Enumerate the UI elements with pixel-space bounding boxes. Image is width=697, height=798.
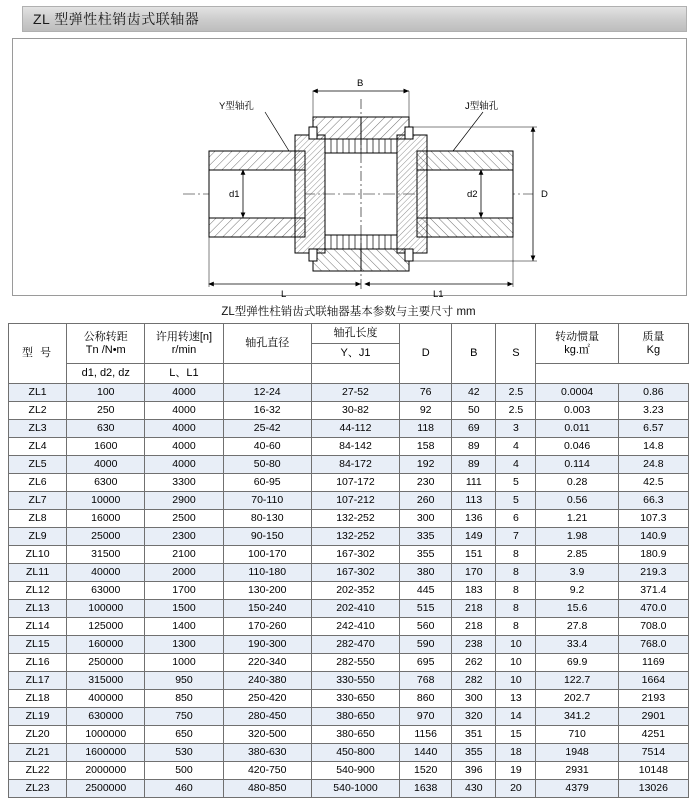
cell-inertia: 9.2 bbox=[536, 582, 618, 600]
th-inertia bbox=[536, 324, 618, 364]
cell-inertia: 0.011 bbox=[536, 420, 618, 438]
cell-torque: 10000 bbox=[67, 492, 145, 510]
cell-D: 590 bbox=[400, 636, 452, 654]
cell-B: 351 bbox=[452, 726, 496, 744]
th-S: S bbox=[496, 324, 536, 384]
cell-bore: 100-170 bbox=[223, 546, 311, 564]
cell-model: ZL19 bbox=[9, 708, 67, 726]
cell-B: 113 bbox=[452, 492, 496, 510]
cell-bore: 280-450 bbox=[223, 708, 311, 726]
cell-len: 330-550 bbox=[311, 672, 399, 690]
table-row bbox=[9, 384, 689, 402]
cell-speed: 850 bbox=[145, 690, 223, 708]
table-row bbox=[9, 780, 689, 798]
cell-D: 1520 bbox=[400, 762, 452, 780]
table-row bbox=[9, 528, 689, 546]
cell-S: 4 bbox=[496, 456, 536, 474]
table-row bbox=[9, 672, 689, 690]
cell-torque: 400000 bbox=[67, 690, 145, 708]
cell-speed: 4000 bbox=[145, 402, 223, 420]
cell-inertia: 202.7 bbox=[536, 690, 618, 708]
cell-bore: 130-200 bbox=[223, 582, 311, 600]
cell-len: 380-650 bbox=[311, 726, 399, 744]
cell-B: 355 bbox=[452, 744, 496, 762]
cell-torque: 315000 bbox=[67, 672, 145, 690]
cell-bore: 380-630 bbox=[223, 744, 311, 762]
cell-mass: 24.8 bbox=[618, 456, 688, 474]
table-row bbox=[9, 582, 689, 600]
label-d1: d1 bbox=[229, 189, 240, 200]
cell-inertia: 69.9 bbox=[536, 654, 618, 672]
th-bore-length: 轴孔长度 bbox=[311, 324, 399, 344]
cell-S: 5 bbox=[496, 492, 536, 510]
cell-inertia: 1.98 bbox=[536, 528, 618, 546]
cell-mass: 1169 bbox=[618, 654, 688, 672]
cell-D: 380 bbox=[400, 564, 452, 582]
cell-bore: 25-42 bbox=[223, 420, 311, 438]
cell-B: 430 bbox=[452, 780, 496, 798]
cell-len: 84-142 bbox=[311, 438, 399, 456]
cell-torque: 4000 bbox=[67, 456, 145, 474]
cell-mass: 219.3 bbox=[618, 564, 688, 582]
cell-speed: 3300 bbox=[145, 474, 223, 492]
cell-speed: 650 bbox=[145, 726, 223, 744]
th-bore-dia-sub: d1, d2, dz bbox=[67, 364, 145, 384]
table-row bbox=[9, 474, 689, 492]
cell-torque: 6300 bbox=[67, 474, 145, 492]
th-speed-line1: 许用转速[n] bbox=[155, 330, 213, 343]
cell-model: ZL1 bbox=[9, 384, 67, 402]
cell-B: 149 bbox=[452, 528, 496, 546]
cell-torque: 100000 bbox=[67, 600, 145, 618]
cell-B: 218 bbox=[452, 618, 496, 636]
cell-speed: 750 bbox=[145, 708, 223, 726]
cell-inertia: 4379 bbox=[536, 780, 618, 798]
label-L: L bbox=[281, 289, 287, 300]
cell-S: 10 bbox=[496, 654, 536, 672]
table-row bbox=[9, 708, 689, 726]
cell-mass: 371.4 bbox=[618, 582, 688, 600]
cell-speed: 500 bbox=[145, 762, 223, 780]
cell-bore: 16-32 bbox=[223, 402, 311, 420]
cell-bore: 50-80 bbox=[223, 456, 311, 474]
cell-S: 13 bbox=[496, 690, 536, 708]
cell-D: 445 bbox=[400, 582, 452, 600]
cell-bore: 90-150 bbox=[223, 528, 311, 546]
cell-B: 50 bbox=[452, 402, 496, 420]
cell-len: 84-172 bbox=[311, 456, 399, 474]
cell-torque: 250 bbox=[67, 402, 145, 420]
table-row bbox=[9, 564, 689, 582]
cell-model: ZL8 bbox=[9, 510, 67, 528]
cell-speed: 460 bbox=[145, 780, 223, 798]
spec-table bbox=[8, 323, 689, 798]
table-row bbox=[9, 600, 689, 618]
table-row bbox=[9, 546, 689, 564]
cell-mass: 180.9 bbox=[618, 546, 688, 564]
th-D: D bbox=[400, 324, 452, 384]
cell-bore: 320-500 bbox=[223, 726, 311, 744]
cell-model: ZL7 bbox=[9, 492, 67, 510]
cell-model: ZL10 bbox=[9, 546, 67, 564]
table-row bbox=[9, 420, 689, 438]
cell-model: ZL11 bbox=[9, 564, 67, 582]
th-mass-line1: 质量 bbox=[642, 330, 665, 343]
cell-torque: 630000 bbox=[67, 708, 145, 726]
cell-len: 540-900 bbox=[311, 762, 399, 780]
cell-D: 860 bbox=[400, 690, 452, 708]
th-speed-line2: r/min bbox=[171, 343, 197, 356]
cell-speed: 2000 bbox=[145, 564, 223, 582]
cell-D: 260 bbox=[400, 492, 452, 510]
table-row bbox=[9, 402, 689, 420]
table-row bbox=[9, 636, 689, 654]
cell-B: 320 bbox=[452, 708, 496, 726]
cell-S: 10 bbox=[496, 672, 536, 690]
cell-torque: 25000 bbox=[67, 528, 145, 546]
th-bore-length-y: Y、J1 bbox=[311, 344, 399, 364]
cell-bore: 480-850 bbox=[223, 780, 311, 798]
cell-speed: 1400 bbox=[145, 618, 223, 636]
cell-bore: 60-95 bbox=[223, 474, 311, 492]
th-B: B bbox=[452, 324, 496, 384]
cell-B: 151 bbox=[452, 546, 496, 564]
cell-mass: 10148 bbox=[618, 762, 688, 780]
cell-torque: 40000 bbox=[67, 564, 145, 582]
cell-D: 1156 bbox=[400, 726, 452, 744]
table-head bbox=[9, 324, 689, 384]
cell-torque: 125000 bbox=[67, 618, 145, 636]
cell-torque: 100 bbox=[67, 384, 145, 402]
cell-model: ZL18 bbox=[9, 690, 67, 708]
cell-len: 202-410 bbox=[311, 600, 399, 618]
cell-B: 183 bbox=[452, 582, 496, 600]
cell-D: 300 bbox=[400, 510, 452, 528]
cell-inertia: 0.003 bbox=[536, 402, 618, 420]
cell-mass: 0.86 bbox=[618, 384, 688, 402]
header-row-1 bbox=[9, 324, 689, 344]
cell-torque: 1000000 bbox=[67, 726, 145, 744]
th-inertia-line2: kg.㎡ bbox=[564, 343, 590, 356]
cell-model: ZL4 bbox=[9, 438, 67, 456]
th-speed bbox=[145, 324, 223, 364]
cell-speed: 530 bbox=[145, 744, 223, 762]
cell-B: 238 bbox=[452, 636, 496, 654]
cell-mass: 1664 bbox=[618, 672, 688, 690]
cell-speed: 4000 bbox=[145, 420, 223, 438]
cell-mass: 107.3 bbox=[618, 510, 688, 528]
cell-B: 300 bbox=[452, 690, 496, 708]
cell-len: 44-112 bbox=[311, 420, 399, 438]
cell-len: 107-172 bbox=[311, 474, 399, 492]
cell-model: ZL2 bbox=[9, 402, 67, 420]
cell-bore: 150-240 bbox=[223, 600, 311, 618]
table-row bbox=[9, 492, 689, 510]
cell-B: 89 bbox=[452, 438, 496, 456]
cell-model: ZL15 bbox=[9, 636, 67, 654]
cell-speed: 2300 bbox=[145, 528, 223, 546]
cell-S: 6 bbox=[496, 510, 536, 528]
cell-mass: 14.8 bbox=[618, 438, 688, 456]
cell-bore: 110-180 bbox=[223, 564, 311, 582]
cell-D: 560 bbox=[400, 618, 452, 636]
cell-len: 27-52 bbox=[311, 384, 399, 402]
cell-speed: 2100 bbox=[145, 546, 223, 564]
cell-speed: 2500 bbox=[145, 510, 223, 528]
cell-speed: 1300 bbox=[145, 636, 223, 654]
cell-mass: 708.0 bbox=[618, 618, 688, 636]
cell-torque: 250000 bbox=[67, 654, 145, 672]
cell-len: 242-410 bbox=[311, 618, 399, 636]
cell-S: 2.5 bbox=[496, 402, 536, 420]
cell-bore: 220-340 bbox=[223, 654, 311, 672]
coupling-drawing-svg bbox=[13, 39, 686, 300]
cell-model: ZL5 bbox=[9, 456, 67, 474]
th-inertia-line1: 转动惯量 bbox=[555, 330, 600, 343]
th-mass-sub bbox=[311, 364, 399, 384]
cell-speed: 2900 bbox=[145, 492, 223, 510]
cell-inertia: 1948 bbox=[536, 744, 618, 762]
cell-D: 76 bbox=[400, 384, 452, 402]
cell-bore: 250-420 bbox=[223, 690, 311, 708]
label-y-bore: Y型轴孔 bbox=[219, 101, 254, 112]
cell-speed: 4000 bbox=[145, 438, 223, 456]
cell-speed: 4000 bbox=[145, 384, 223, 402]
cell-inertia: 122.7 bbox=[536, 672, 618, 690]
cell-S: 5 bbox=[496, 474, 536, 492]
label-B: B bbox=[357, 78, 364, 89]
cell-B: 111 bbox=[452, 474, 496, 492]
cell-bore: 240-380 bbox=[223, 672, 311, 690]
cell-torque: 16000 bbox=[67, 510, 145, 528]
cell-bore: 70-110 bbox=[223, 492, 311, 510]
cell-D: 515 bbox=[400, 600, 452, 618]
cell-torque: 1600 bbox=[67, 438, 145, 456]
cell-inertia: 0.114 bbox=[536, 456, 618, 474]
cell-torque: 2500000 bbox=[67, 780, 145, 798]
cell-mass: 66.3 bbox=[618, 492, 688, 510]
cell-S: 20 bbox=[496, 780, 536, 798]
cell-len: 107-212 bbox=[311, 492, 399, 510]
cell-B: 262 bbox=[452, 654, 496, 672]
cell-model: ZL13 bbox=[9, 600, 67, 618]
cell-D: 695 bbox=[400, 654, 452, 672]
cell-D: 92 bbox=[400, 402, 452, 420]
cell-mass: 42.5 bbox=[618, 474, 688, 492]
th-model: 型 号 bbox=[9, 324, 67, 384]
header-row-3 bbox=[9, 364, 689, 384]
table-row bbox=[9, 618, 689, 636]
technical-drawing bbox=[12, 38, 687, 300]
table-body bbox=[9, 384, 689, 798]
cell-mass: 768.0 bbox=[618, 636, 688, 654]
th-torque bbox=[67, 324, 145, 364]
cell-D: 970 bbox=[400, 708, 452, 726]
th-torque-line1: 公称转距 bbox=[83, 330, 128, 343]
cell-inertia: 710 bbox=[536, 726, 618, 744]
table-row bbox=[9, 726, 689, 744]
cell-len: 330-650 bbox=[311, 690, 399, 708]
cell-model: ZL17 bbox=[9, 672, 67, 690]
cell-mass: 6.57 bbox=[618, 420, 688, 438]
cell-speed: 1000 bbox=[145, 654, 223, 672]
cell-mass: 7514 bbox=[618, 744, 688, 762]
table-row bbox=[9, 510, 689, 528]
th-mass bbox=[618, 324, 688, 364]
cell-S: 8 bbox=[496, 564, 536, 582]
cell-torque: 1600000 bbox=[67, 744, 145, 762]
cell-len: 167-302 bbox=[311, 564, 399, 582]
cell-torque: 2000000 bbox=[67, 762, 145, 780]
cell-S: 8 bbox=[496, 600, 536, 618]
cell-S: 14 bbox=[496, 708, 536, 726]
cell-B: 396 bbox=[452, 762, 496, 780]
table-caption: ZL型弹性柱销齿式联轴器基本参数与主要尺寸 mm bbox=[221, 306, 476, 318]
label-j-bore: J型轴孔 bbox=[465, 101, 499, 112]
cell-S: 3 bbox=[496, 420, 536, 438]
cell-model: ZL16 bbox=[9, 654, 67, 672]
cell-len: 30-82 bbox=[311, 402, 399, 420]
cell-B: 89 bbox=[452, 456, 496, 474]
cell-mass: 4251 bbox=[618, 726, 688, 744]
cell-len: 282-550 bbox=[311, 654, 399, 672]
cell-S: 4 bbox=[496, 438, 536, 456]
cell-S: 8 bbox=[496, 618, 536, 636]
cell-inertia: 15.6 bbox=[536, 600, 618, 618]
page-title: ZL 型弹性柱销齿式联轴器 bbox=[33, 11, 200, 27]
th-bore-length-l: L、L1 bbox=[145, 364, 223, 384]
cell-B: 42 bbox=[452, 384, 496, 402]
cell-bore: 12-24 bbox=[223, 384, 311, 402]
cell-torque: 630 bbox=[67, 420, 145, 438]
cell-bore: 40-60 bbox=[223, 438, 311, 456]
th-bore-diameter: 轴孔直径 bbox=[223, 324, 311, 364]
cell-inertia: 33.4 bbox=[536, 636, 618, 654]
cell-speed: 950 bbox=[145, 672, 223, 690]
cell-S: 15 bbox=[496, 726, 536, 744]
cell-mass: 470.0 bbox=[618, 600, 688, 618]
cell-mass: 3.23 bbox=[618, 402, 688, 420]
cell-torque: 63000 bbox=[67, 582, 145, 600]
cell-speed: 1500 bbox=[145, 600, 223, 618]
cell-len: 132-252 bbox=[311, 528, 399, 546]
cell-B: 170 bbox=[452, 564, 496, 582]
cell-model: ZL14 bbox=[9, 618, 67, 636]
table-row bbox=[9, 438, 689, 456]
table-row bbox=[9, 456, 689, 474]
cell-inertia: 2931 bbox=[536, 762, 618, 780]
th-inertia-sub bbox=[223, 364, 311, 384]
cell-B: 69 bbox=[452, 420, 496, 438]
th-torque-line2: Tn /N•m bbox=[85, 343, 126, 356]
cell-D: 158 bbox=[400, 438, 452, 456]
cell-S: 18 bbox=[496, 744, 536, 762]
cell-inertia: 1.21 bbox=[536, 510, 618, 528]
cell-len: 282-470 bbox=[311, 636, 399, 654]
cell-len: 202-352 bbox=[311, 582, 399, 600]
cell-model: ZL9 bbox=[9, 528, 67, 546]
label-D: D bbox=[541, 189, 548, 200]
cell-B: 218 bbox=[452, 600, 496, 618]
label-d2: d2 bbox=[467, 189, 478, 200]
table-row bbox=[9, 762, 689, 780]
cell-inertia: 0.0004 bbox=[536, 384, 618, 402]
cell-model: ZL23 bbox=[9, 780, 67, 798]
cell-model: ZL20 bbox=[9, 726, 67, 744]
cell-inertia: 0.28 bbox=[536, 474, 618, 492]
cell-D: 768 bbox=[400, 672, 452, 690]
cell-S: 10 bbox=[496, 636, 536, 654]
cell-B: 136 bbox=[452, 510, 496, 528]
cell-len: 450-800 bbox=[311, 744, 399, 762]
cell-inertia: 341.2 bbox=[536, 708, 618, 726]
cell-D: 1440 bbox=[400, 744, 452, 762]
cell-D: 355 bbox=[400, 546, 452, 564]
cell-bore: 170-260 bbox=[223, 618, 311, 636]
page-root bbox=[0, 6, 697, 795]
cell-torque: 160000 bbox=[67, 636, 145, 654]
cell-model: ZL6 bbox=[9, 474, 67, 492]
cell-inertia: 27.8 bbox=[536, 618, 618, 636]
cell-model: ZL22 bbox=[9, 762, 67, 780]
cell-inertia: 2.85 bbox=[536, 546, 618, 564]
spec-table-wrap bbox=[8, 323, 689, 798]
page-title-bar bbox=[22, 6, 687, 32]
cell-mass: 2901 bbox=[618, 708, 688, 726]
th-mass-line2: Kg bbox=[646, 343, 661, 356]
cell-S: 19 bbox=[496, 762, 536, 780]
cell-len: 132-252 bbox=[311, 510, 399, 528]
cell-model: ZL3 bbox=[9, 420, 67, 438]
cell-mass: 13026 bbox=[618, 780, 688, 798]
cell-len: 380-650 bbox=[311, 708, 399, 726]
cell-mass: 140.9 bbox=[618, 528, 688, 546]
cell-bore: 190-300 bbox=[223, 636, 311, 654]
cell-model: ZL21 bbox=[9, 744, 67, 762]
cell-D: 230 bbox=[400, 474, 452, 492]
cell-D: 118 bbox=[400, 420, 452, 438]
cell-len: 167-302 bbox=[311, 546, 399, 564]
cell-D: 1638 bbox=[400, 780, 452, 798]
cell-speed: 1700 bbox=[145, 582, 223, 600]
cell-torque: 31500 bbox=[67, 546, 145, 564]
cell-S: 8 bbox=[496, 582, 536, 600]
cell-len: 540-1000 bbox=[311, 780, 399, 798]
cell-mass: 2193 bbox=[618, 690, 688, 708]
table-row bbox=[9, 654, 689, 672]
cell-S: 7 bbox=[496, 528, 536, 546]
table-row bbox=[9, 690, 689, 708]
cell-bore: 80-130 bbox=[223, 510, 311, 528]
cell-inertia: 0.046 bbox=[536, 438, 618, 456]
table-row bbox=[9, 744, 689, 762]
cell-inertia: 0.56 bbox=[536, 492, 618, 510]
cell-S: 2.5 bbox=[496, 384, 536, 402]
cell-D: 335 bbox=[400, 528, 452, 546]
cell-S: 8 bbox=[496, 546, 536, 564]
cell-model: ZL12 bbox=[9, 582, 67, 600]
cell-D: 192 bbox=[400, 456, 452, 474]
cell-bore: 420-750 bbox=[223, 762, 311, 780]
label-L1: L1 bbox=[433, 289, 444, 300]
cell-inertia: 3.9 bbox=[536, 564, 618, 582]
cell-B: 282 bbox=[452, 672, 496, 690]
cell-speed: 4000 bbox=[145, 456, 223, 474]
